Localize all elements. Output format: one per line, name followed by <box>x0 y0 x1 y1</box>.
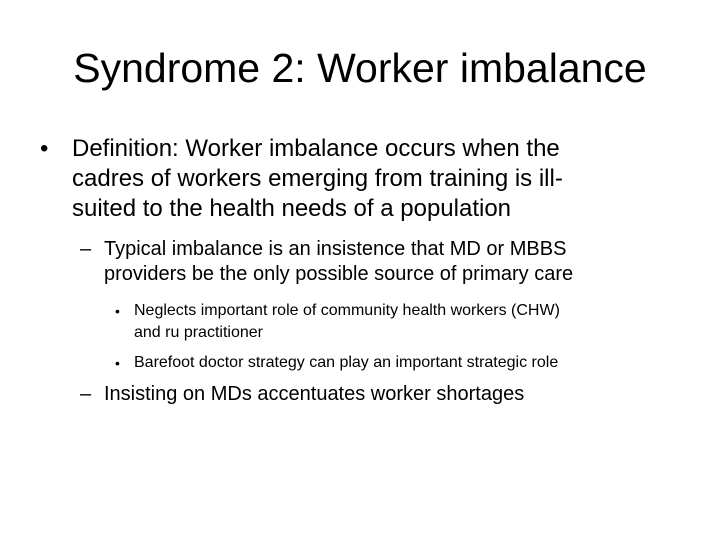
sub-bullet-line: providers be the only possible source of primary care <box>104 263 574 285</box>
bullet-definition <box>40 134 563 224</box>
bullet-line: suited to the health needs of a population <box>72 195 512 222</box>
bullet-line: Definition: Worker imbalance occurs when the <box>72 135 560 162</box>
slide-title: Syndrome 2: Worker imbalance <box>73 45 647 91</box>
bullet-marker: • <box>40 135 49 162</box>
bullet-text <box>72 134 563 224</box>
bullet-marker: • <box>115 303 120 319</box>
dash-marker: – <box>80 238 92 260</box>
sub-sub-bullet-text <box>134 352 558 374</box>
sub-bullet-insisting <box>80 382 524 407</box>
sub-sub-bullet-neglects <box>115 300 560 344</box>
dash-marker: – <box>80 383 92 405</box>
sub-bullet-line: Typical imbalance is an insistence that MD or MBBS <box>104 238 567 260</box>
bullet-line: cadres of workers emerging from training is ill- <box>72 165 563 192</box>
sub-bullet-text <box>104 382 524 407</box>
sub-bullet-text <box>104 237 573 287</box>
sub-sub-bullet-text <box>134 300 560 344</box>
sub-sub-bullet-barefoot <box>115 352 558 374</box>
sub-sub-bullet-line: Barefoot doctor strategy can play an important strategic role <box>134 354 559 371</box>
bullet-marker: • <box>115 355 120 371</box>
sub-bullet-line: Insisting on MDs accentuates worker shortages <box>104 383 525 405</box>
sub-bullet-typical-imbalance <box>80 237 573 287</box>
sub-sub-bullet-line: and ru practitioner <box>134 324 263 341</box>
sub-sub-bullet-line: Neglects important role of community health workers (CHW) <box>134 302 560 319</box>
